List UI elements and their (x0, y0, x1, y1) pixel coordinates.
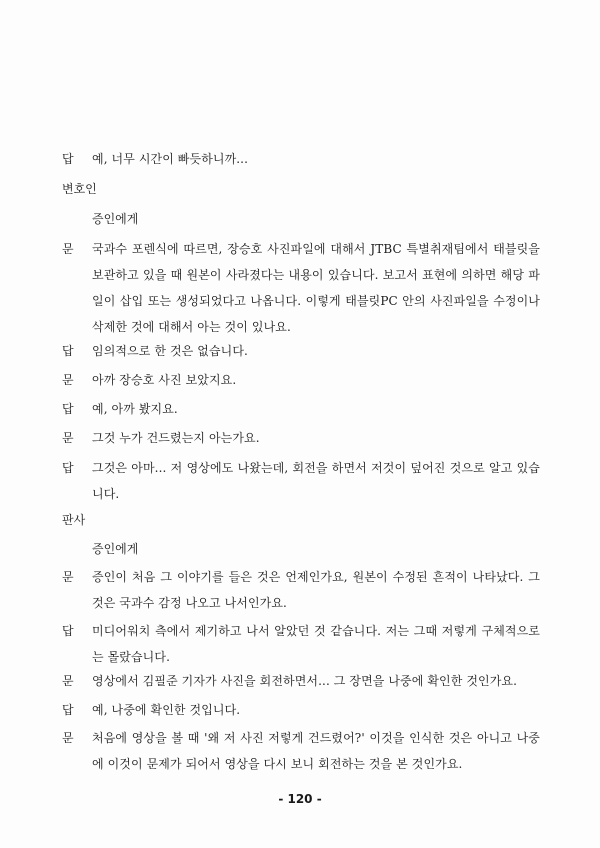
answer-text: 예, 나중에 확인한 것입니다. (92, 703, 241, 717)
speaker-heading-text: 변호인 (62, 182, 97, 196)
question-text: 국과수 포렌식에 따르면, 장승호 사진파일에 대해서 JTBC 특별취재팀에서 태블릿을 보관하고 있을 때 원본이 사라졌다는 내용이 있습니다. 보고서 표현에 의하면 해당 파일이 삽입 또는 생성되었다고 나옵니다. 이렇게 태블릿PC 안의 사진파일을 수정이나 삭제한 것에 대해서 아는 것이 있나요. (92, 242, 540, 334)
answer-label: 답 (62, 461, 74, 475)
question-label: 문 (62, 570, 74, 584)
answer-text: 예, 너무 시간이 빠듯하니까... (92, 152, 249, 166)
question-label: 문 (62, 373, 74, 387)
question-label: 문 (62, 674, 74, 688)
answer-text: 예, 아까 봤지요. (92, 402, 178, 416)
answer-text: 그것은 아마... 저 영상에도 나왔는데, 회전을 하면서 저것이 덮어진 것으로 알고 있습니다. (92, 461, 540, 501)
question-text: 처음에 영상을 볼 때 '왜 저 사진 저렇게 건드렸어?' 이것을 인식한 것은 아니고 나중에 이것이 문제가 되어서 영상을 다시 보니 회전하는 것을 본 것인가요. (92, 731, 540, 771)
question-text: 그것 누가 건드렸는지 아는가요. (92, 431, 260, 445)
answer-text: 임의적으로 한 것은 없습니다. (92, 344, 248, 358)
answer-label: 답 (62, 703, 74, 717)
addressee-text: 증인에게 (92, 212, 139, 226)
question-text: 아까 장승호 사진 보았지요. (92, 373, 237, 387)
answer-text: 미디어워치 측에서 제기하고 나서 알았던 것 같습니다. 저는 그때 저렇게 구체적으로는 몰랐습니다. (92, 624, 540, 664)
question-label: 문 (62, 242, 74, 256)
question-label: 문 (62, 731, 74, 745)
page-number: - 120 - (278, 792, 322, 806)
answer-label: 답 (62, 624, 74, 638)
answer-label: 답 (62, 344, 74, 358)
question-text: 영상에서 김필준 기자가 사진을 회전하면서... 그 장면을 나중에 확인한 것인가요. (92, 674, 518, 688)
question-label: 문 (62, 431, 74, 445)
answer-label: 답 (62, 152, 74, 166)
answer-label: 답 (62, 402, 74, 416)
question-text: 증인이 처음 그 이야기를 들은 것은 언제인가요, 원본이 수정된 흔적이 나타났다. 그것은 국과수 감정 나오고 나서인가요. (92, 570, 540, 610)
speaker-heading-text: 판사 (62, 513, 86, 527)
addressee-text: 증인에게 (92, 542, 139, 556)
